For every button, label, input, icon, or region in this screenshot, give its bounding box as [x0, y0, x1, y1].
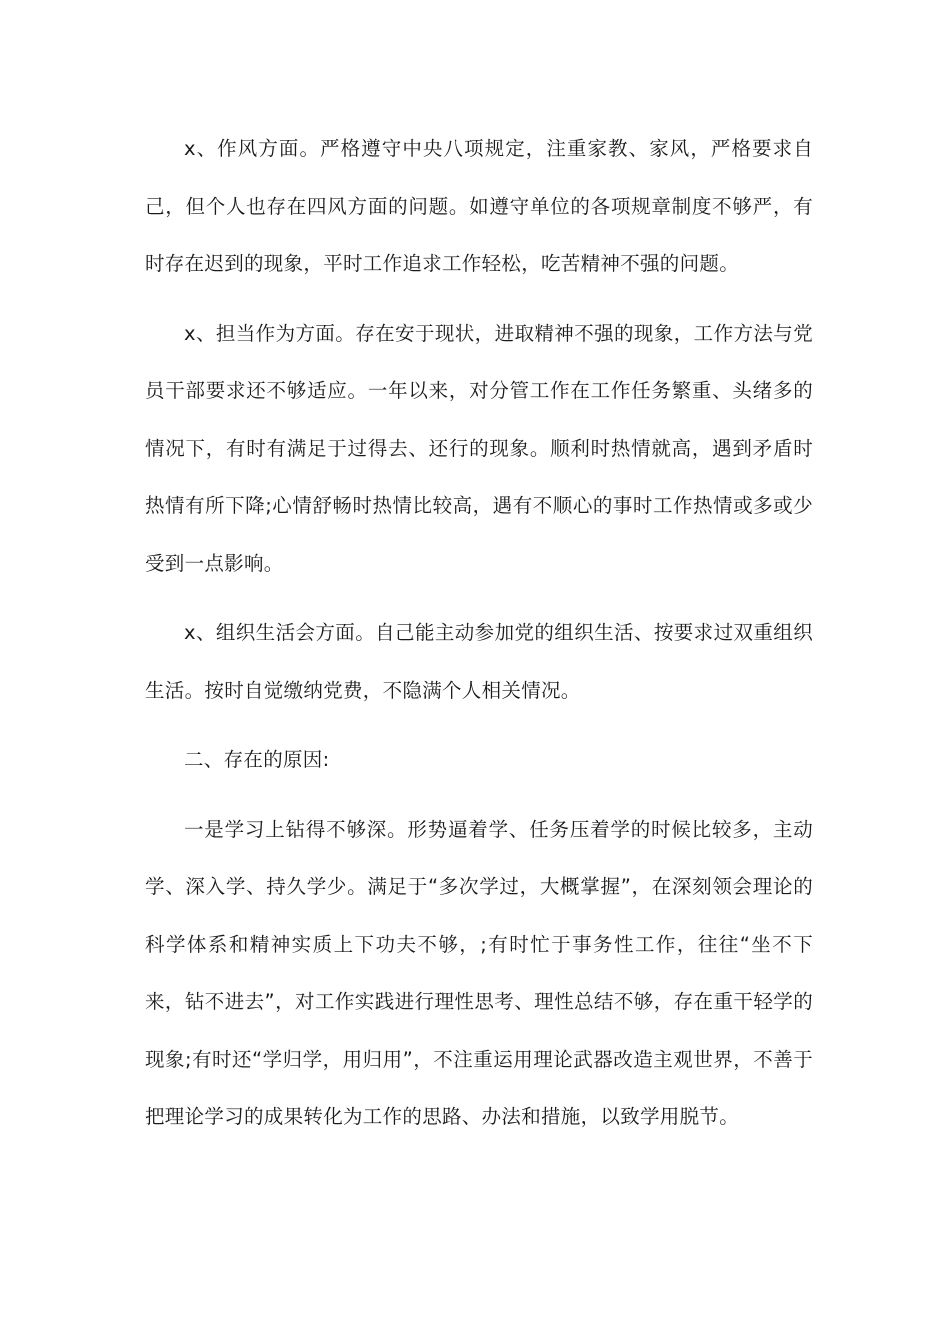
paragraph-study-depth: 一是学习上钻得不够深。形势逼着学、任务压着学的时候比较多，主动学、深入学、持久学少。满足于“多次学过，大概掌握”，在深刻领会理论的科学体系和精神实质上下功夫不够，;有时忙于事务性工作，往往“坐不下来，钻不进去”，对工作实践进行理性思考、理性总结不够，存在重干轻学的现象;有时还“学归学，用归用”，不注重运用理论武器改造主观世界，不善于把理论学习的成果转化为工作的思路、办法和措施，以致学用脱节。: [145, 817, 813, 1128]
paragraph-organizational-life: x、组织生活会方面。自己能主动参加党的组织生活、按要求过双重组织生活。按时自觉缴纳党费，不隐满个人相关情况。: [145, 621, 813, 702]
paragraph-responsibility: x、担当作为方面。存在安于现状，进取精神不强的现象，工作方法与党员干部要求还不够适应。一年以来，对分管工作在工作任务繁重、头绪多的情况下，有时有满足于过得去、还行的现象。顺利时热情就高，遇到矛盾时热情有所下降;心情舒畅时热情比较高，遇有不顺心的事时工作热情或多或少受到一点影响。: [145, 321, 813, 575]
section-heading-causes: 二、存在的原因:: [184, 748, 330, 771]
paragraph-work-style: x、作风方面。严格遵守中央八项规定，注重家教、家风，严格要求自己，但个人也存在四风方面的问题。如遵守单位的各项规章制度不够严，有时存在迟到的现象，平时工作追求工作轻松，吃苦精神不强的问题。: [145, 137, 813, 275]
document-body: [145, 120, 813, 1158]
